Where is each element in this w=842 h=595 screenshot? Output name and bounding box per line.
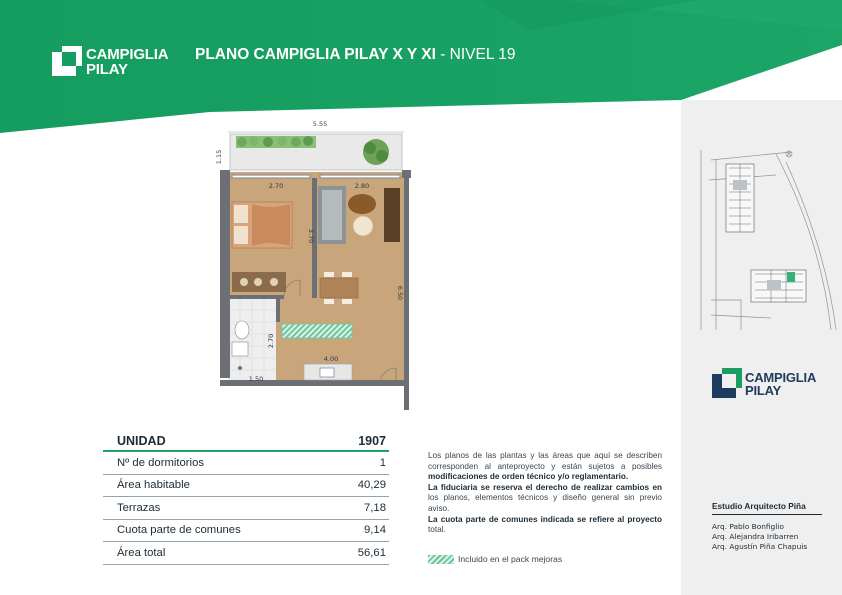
logo-text-campiglia: CAMPIGLIA (86, 46, 169, 63)
studio-divider (712, 514, 822, 515)
sink-icon (320, 368, 334, 377)
site-plan-drawing (681, 140, 842, 340)
floor-plan-drawing (210, 118, 420, 418)
row-label: Cuota parte de comunes (117, 524, 241, 537)
row-value: 7,18 (364, 501, 386, 514)
row-label: Terrazas (117, 501, 161, 514)
architect-name: Arq. Agustín Piña Chapuis (712, 542, 808, 551)
architect-list (712, 522, 807, 552)
kitchen-island-improvement (282, 324, 352, 338)
dim-kitchen-width: 4.00 (323, 355, 339, 363)
logo-text-pilay: PILAY (86, 61, 128, 78)
unit-table (103, 431, 389, 565)
row-value: 56,61 (357, 546, 386, 559)
washbasin-icon (232, 342, 248, 356)
architect-name: Arq. Pablo Bonfiglio (712, 522, 784, 531)
row-label: Nº de dormitorios (117, 456, 204, 469)
note-bold-2: La fiduciaria se reserva el derecho de realizar cambios en (428, 482, 662, 492)
legend-label: Incluido en el pack mejoras (458, 554, 563, 564)
unit-header-label: UNIDAD (117, 433, 166, 448)
row-value: 40,29 (357, 479, 386, 492)
table-row (103, 497, 389, 520)
disclaimer-notes (428, 451, 662, 536)
logo-mark-icon (712, 368, 742, 398)
row-value: 1 (379, 456, 386, 469)
logo-text-campiglia: CAMPIGLIA (745, 370, 817, 385)
table-row (103, 520, 389, 543)
unit-header-value: 1907 (358, 433, 386, 448)
unit-table-header (103, 431, 389, 452)
architect-name: Arq. Alejandra Iribarren (712, 532, 799, 541)
sofa-icon (318, 186, 346, 244)
row-value: 9,14 (364, 524, 386, 537)
title-project: PLANO CAMPIGLIA PILAY X Y XI (195, 46, 436, 63)
table-row (103, 452, 389, 475)
plant-icon (363, 139, 389, 165)
logo-mark-icon (52, 46, 82, 76)
note-text-3: total. (428, 525, 446, 535)
dim-bath-height: 2.70 (267, 333, 275, 349)
dim-bedroom-width: 2.70 (268, 182, 284, 190)
planter-icon (236, 136, 316, 148)
dim-living-width: 2.80 (354, 182, 370, 190)
hatch-swatch-icon (428, 555, 454, 564)
note-text-1: Los planos de las plantas y las áreas que aquí se describen corresponden al anteproyecto y están sujetos a posibles (428, 451, 662, 471)
toilet-icon (235, 321, 249, 339)
dim-bedroom-height: 3.70 (307, 228, 315, 244)
table-row (103, 475, 389, 498)
bed-icon (232, 202, 292, 248)
row-label: Área total (117, 546, 166, 559)
tv-unit (384, 188, 400, 242)
page-title (195, 46, 515, 64)
dim-total-height: 6.50 (396, 285, 404, 301)
note-bold-3: La cuota parte de comunes indicada se refiere al proyecto (428, 514, 662, 524)
coffee-table (348, 194, 376, 214)
title-level: NIVEL 19 (449, 46, 516, 63)
title-separator: - (435, 46, 450, 63)
row-label: Área habitable (117, 479, 190, 492)
studio-name: Estudio Arquitecto Piña (712, 501, 806, 511)
brand-logo-top (52, 46, 192, 78)
logo-text-pilay: PILAY (745, 383, 782, 398)
dim-terrace: 1.15 (215, 149, 223, 165)
dim-top: 5.55 (312, 120, 328, 128)
note-text-2: los planos, elementos técnicos y diseño general sin previo aviso. (428, 493, 662, 513)
wall-left (220, 170, 230, 378)
note-bold-1: modificaciones de orden técnico y/o reglamentario. (428, 472, 629, 482)
table-row (103, 542, 389, 565)
legend (428, 554, 562, 564)
dim-bath-width: 1.50 (248, 375, 264, 383)
